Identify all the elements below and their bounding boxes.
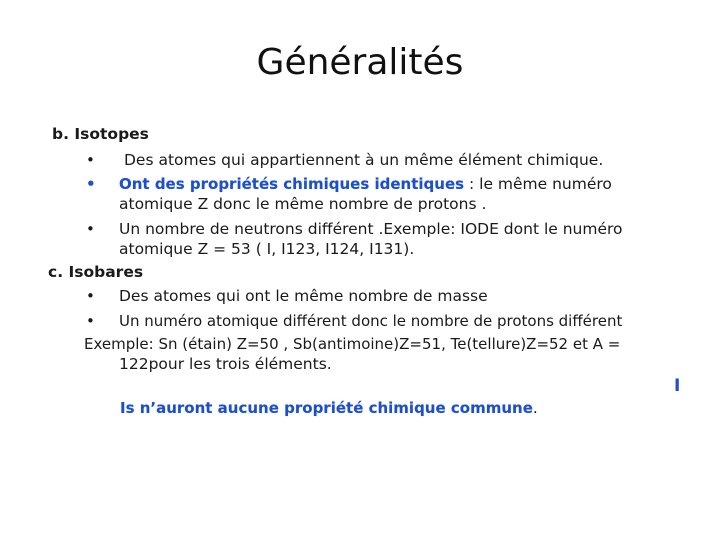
isotopes-item-2-line-2: atomique Z donc le même nombre de protons . bbox=[119, 195, 487, 213]
isotopes-item-2 bbox=[119, 174, 612, 194]
isotopes-item-3: Un nombre de neutrons différent .Exemple: IODE dont le numéro bbox=[119, 220, 623, 238]
isobares-item-1: Des atomes qui ont le même nombre de masse bbox=[119, 287, 488, 305]
isobares-conclusion bbox=[120, 398, 538, 418]
bullet-icon: • bbox=[86, 175, 96, 193]
isobares-item-2: Un numéro atomique différent donc le nombre de protons différent bbox=[119, 312, 623, 330]
isotopes-item-2-emphasis: Ont des propriétés chimiques identiques bbox=[119, 175, 465, 193]
bullet-icon: • bbox=[86, 151, 95, 169]
isotopes-heading: b. Isotopes bbox=[52, 125, 149, 143]
isobares-heading: c. Isobares bbox=[48, 263, 144, 281]
isobares-conclusion-emphasis: Is n’auront aucune propriété chimique commune bbox=[120, 399, 533, 417]
page-title: Généralités bbox=[256, 42, 464, 83]
isobares-example-line-2: 122pour les trois éléments. bbox=[119, 355, 332, 373]
right-mark: I bbox=[674, 376, 681, 396]
isobares-conclusion-end: . bbox=[532, 399, 538, 417]
bullet-icon: • bbox=[86, 312, 95, 330]
isotopes-item-1: Des atomes qui appartiennent à un même élément chimique. bbox=[124, 151, 604, 169]
isotopes-item-3-line-2: atomique Z = 53 ( I, I123, I124, I131). bbox=[119, 240, 415, 258]
isobares-example: Exemple: Sn (étain) Z=50 , Sb(antimoine)Z=51, Te(tellure)Z=52 et A = bbox=[84, 335, 621, 353]
bullet-icon: • bbox=[86, 287, 95, 305]
isotopes-item-2-rest: : le même numéro bbox=[464, 175, 612, 193]
bullet-icon: • bbox=[86, 220, 95, 238]
